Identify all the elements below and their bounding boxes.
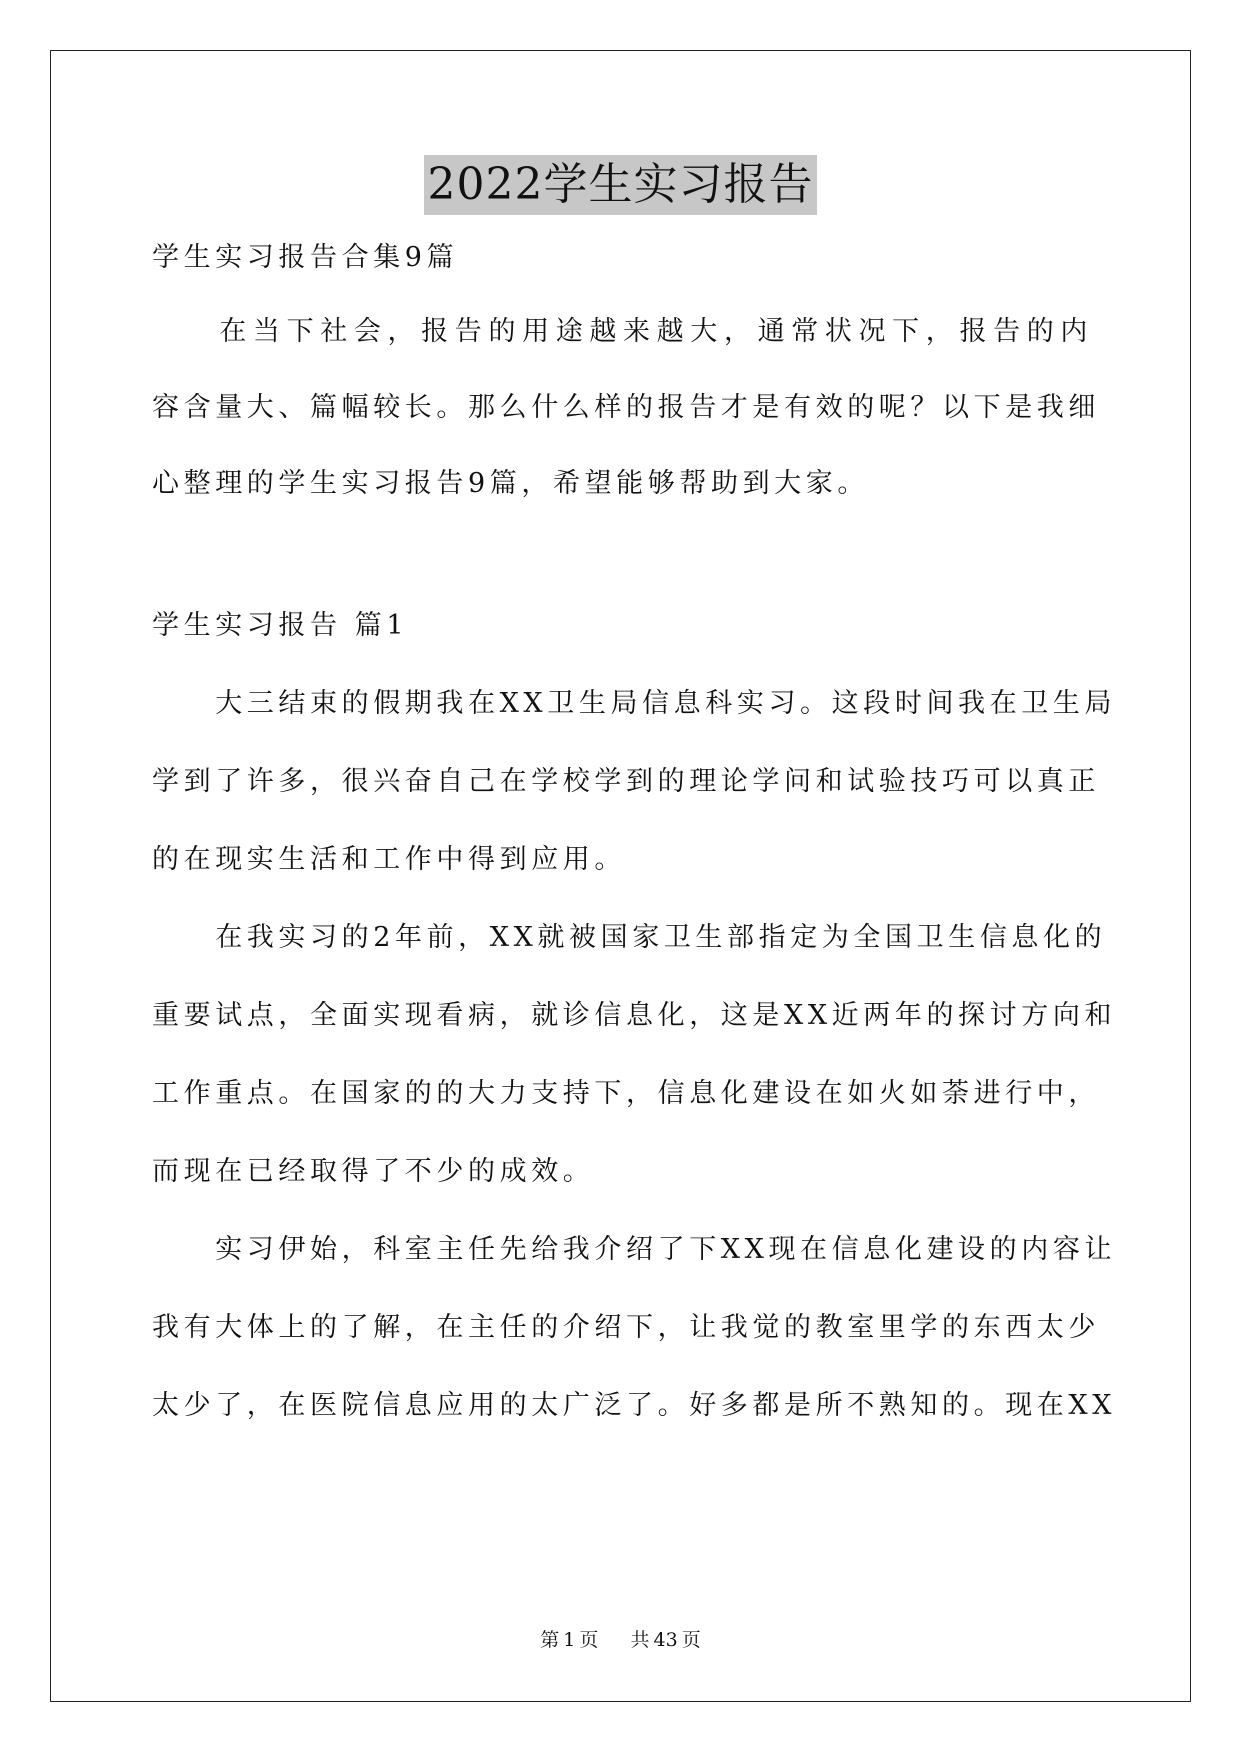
- total-suffix: 页: [681, 1629, 701, 1651]
- body-line: 大三结束的假期我在XX卫生局信息科实习。这段时间我在卫生局: [152, 688, 1117, 719]
- body-line: 我有大体上的了解，在主任的介绍下，让我觉的教室里学的东西太少: [152, 1312, 1100, 1343]
- page-suffix: 页: [579, 1629, 599, 1651]
- intro-line: 心整理的学生实习报告9篇，希望能够帮助到大家。: [152, 468, 869, 499]
- body-line: 太少了，在医院信息应用的太广泛了。好多都是所不熟知的。现在XX: [152, 1390, 1117, 1421]
- intro-line: 容含量大、篇幅较长。那么什么样的报告才是有效的呢？以下是我细: [152, 392, 1100, 423]
- total-pages: 43: [653, 1629, 678, 1651]
- page-prefix: 第: [540, 1629, 560, 1651]
- title-container: [0, 155, 1241, 215]
- page-number: 1: [563, 1629, 576, 1651]
- section-heading: 学生实习报告 篇1: [152, 610, 409, 641]
- total-prefix: 共: [630, 1629, 650, 1651]
- body-line: 重要试点，全面实现看病，就诊信息化，这是XX近两年的探讨方向和: [152, 1000, 1117, 1031]
- total-pages-indicator: [629, 1629, 703, 1651]
- document-title: 2022学生实习报告: [424, 155, 818, 215]
- page-number-indicator: [538, 1629, 600, 1651]
- intro-line: 在当下社会，报告的用途越来越大，通常状况下，报告的内: [152, 316, 1092, 347]
- body-line: 在我实习的2年前，XX就被国家卫生部指定为全国卫生信息化的: [152, 922, 1107, 953]
- body-line: 的在现实生活和工作中得到应用。: [152, 844, 626, 875]
- document-subtitle: 学生实习报告合集9篇: [152, 242, 459, 273]
- body-line: 实习伊始，科室主任先给我介绍了下XX现在信息化建设的内容让: [152, 1234, 1117, 1265]
- body-line: 而现在已经取得了不少的成效。: [152, 1156, 595, 1187]
- body-line: 学到了许多，很兴奋自己在学校学到的理论学问和试验技巧可以真正: [152, 766, 1100, 797]
- page-footer: [0, 1628, 1241, 1652]
- body-line: 工作重点。在国家的的大力支持下，信息化建设在如火如荼进行中，: [152, 1078, 1100, 1109]
